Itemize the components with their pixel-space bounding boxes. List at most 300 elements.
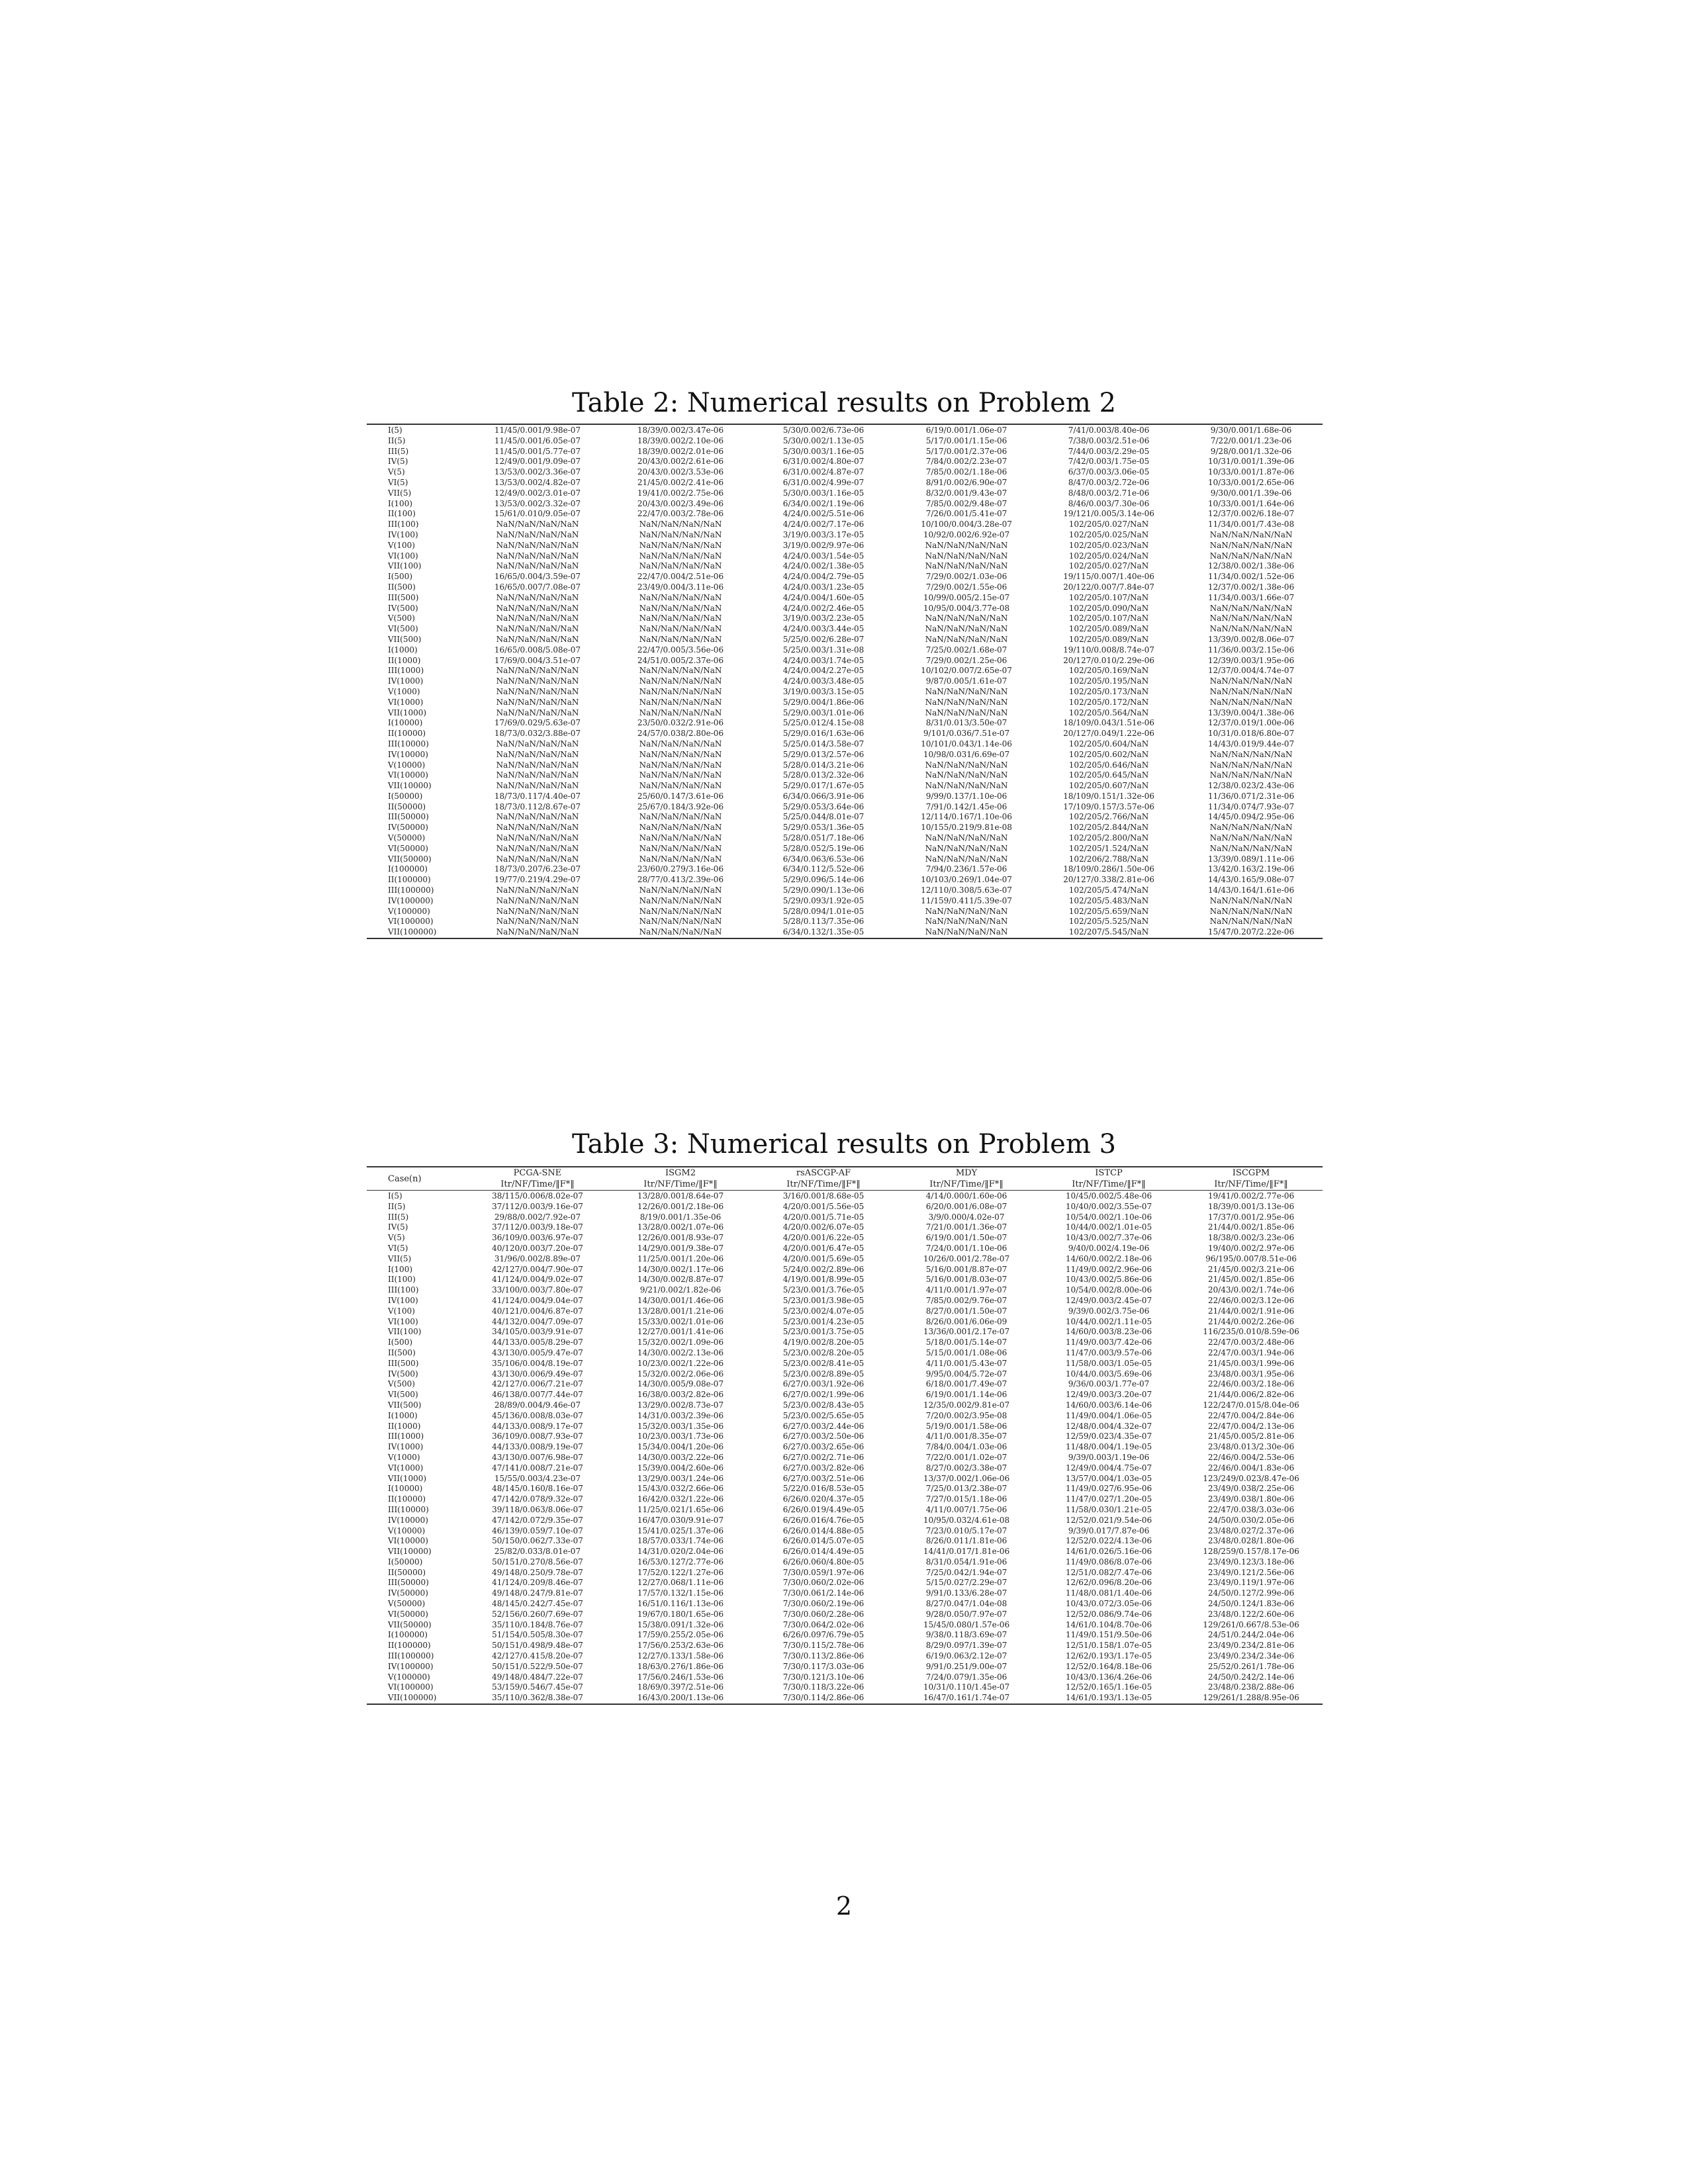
- result-cell: 6/19/0.001/1.06e-07: [925, 426, 1008, 435]
- case-cell: V(10000): [388, 1525, 426, 1535]
- table-row: [367, 770, 1323, 781]
- result-cell: 45/136/0.008/8.03e-07: [492, 1410, 583, 1420]
- result-cell: NaN/NaN/NaN/NaN: [925, 624, 1008, 634]
- table-row: [367, 1390, 1323, 1400]
- result-cell: 20/43/0.002/3.53e-06: [637, 467, 724, 477]
- result-cell: 102/206/2.788/NaN: [1068, 854, 1149, 864]
- result-cell: 20/127/0.338/2.81e-06: [1063, 875, 1154, 885]
- result-cell: 4/24/0.003/1.74e-05: [782, 655, 865, 665]
- result-cell: 7/25/0.042/1.94e-07: [925, 1567, 1008, 1577]
- result-cell: 102/205/0.089/NaN: [1068, 624, 1149, 634]
- result-cell: 50/150/0.062/7.33e-07: [492, 1536, 583, 1546]
- result-cell: 5/29/0.053/1.36e-05: [782, 823, 865, 833]
- result-cell: 8/46/0.003/7.30e-06: [1068, 498, 1150, 508]
- result-cell: 5/23/0.002/8.89e-05: [782, 1369, 865, 1379]
- result-cell: 7/38/0.003/2.51e-06: [1068, 435, 1150, 445]
- table-row: [367, 1474, 1323, 1484]
- result-cell: NaN/NaN/NaN/NaN: [639, 812, 722, 822]
- result-cell: 10/31/0.110/1.45e-07: [923, 1682, 1010, 1692]
- result-cell: 7/26/0.001/5.41e-07: [925, 509, 1008, 519]
- result-cell: 22/46/0.003/2.18e-06: [1207, 1379, 1295, 1389]
- result-cell: 5/29/0.003/1.01e-06: [782, 707, 865, 717]
- result-cell: 13/28/0.001/1.21e-06: [637, 1306, 724, 1316]
- result-cell: 5/28/0.013/2.32e-06: [782, 770, 865, 780]
- table-row: [367, 1296, 1323, 1306]
- result-cell: 6/20/0.001/6.08e-07: [925, 1201, 1008, 1211]
- result-cell: NaN/NaN/NaN/NaN: [639, 603, 722, 613]
- result-cell: NaN/NaN/NaN/NaN: [925, 833, 1008, 843]
- result-cell: NaN/NaN/NaN/NaN: [639, 676, 722, 686]
- result-cell: 14/31/0.020/2.04e-06: [637, 1547, 724, 1557]
- result-cell: 15/55/0.003/4.23e-07: [494, 1473, 581, 1483]
- case-cell: V(500): [388, 614, 415, 623]
- result-cell: NaN/NaN/NaN/NaN: [639, 749, 722, 759]
- result-cell: 5/23/0.001/3.98e-05: [782, 1295, 865, 1305]
- result-cell: 46/139/0.059/7.10e-07: [492, 1525, 583, 1535]
- result-cell: 5/28/0.052/5.19e-06: [782, 843, 865, 853]
- result-cell: NaN/NaN/NaN/NaN: [639, 520, 722, 529]
- table-row: [367, 467, 1323, 478]
- result-cell: 16/43/0.200/1.13e-06: [637, 1693, 724, 1703]
- table-row: [367, 1578, 1323, 1588]
- result-cell: 16/47/0.161/1.74e-07: [923, 1693, 1010, 1703]
- result-cell: 46/138/0.007/7.44e-07: [492, 1390, 583, 1400]
- result-cell: 116/235/0.010/8.59e-06: [1203, 1327, 1299, 1337]
- result-cell: 7/91/0.142/1.45e-06: [925, 801, 1008, 811]
- result-cell: 23/49/0.234/2.34e-06: [1207, 1651, 1295, 1661]
- result-cell: 5/30/0.003/1.16e-05: [782, 446, 865, 456]
- case-cell: II(500): [388, 582, 416, 592]
- result-cell: NaN/NaN/NaN/NaN: [1209, 624, 1293, 634]
- result-cell: 49/148/0.247/9.81e-07: [492, 1588, 583, 1598]
- table-row: [367, 666, 1323, 676]
- result-cell: NaN/NaN/NaN/NaN: [496, 592, 579, 602]
- result-cell: 25/82/0.033/8.01e-07: [494, 1547, 581, 1557]
- result-cell: NaN/NaN/NaN/NaN: [639, 707, 722, 717]
- table-2: [367, 424, 1323, 939]
- table-row: [367, 593, 1323, 604]
- result-cell: 4/11/0.001/8.35e-07: [925, 1432, 1008, 1441]
- result-cell: 9/39/0.017/7.87e-06: [1068, 1525, 1150, 1535]
- result-cell: 15/33/0.002/1.01e-06: [637, 1316, 724, 1326]
- result-cell: 19/115/0.007/1.40e-06: [1063, 572, 1154, 582]
- case-cell: I(1000): [388, 1410, 418, 1420]
- case-cell: II(5): [388, 1201, 406, 1211]
- table-row: [367, 729, 1323, 739]
- result-cell: NaN/NaN/NaN/NaN: [925, 614, 1008, 623]
- result-cell: 44/132/0.004/7.09e-07: [492, 1316, 583, 1326]
- result-cell: 5/23/0.002/8.43e-05: [782, 1400, 865, 1410]
- result-cell: 23/48/0.013/2.30e-06: [1207, 1442, 1295, 1452]
- result-cell: 12/37/0.004/4.74e-07: [1207, 666, 1295, 676]
- result-cell: NaN/NaN/NaN/NaN: [496, 707, 579, 717]
- result-cell: 7/30/0.114/2.86e-06: [782, 1693, 865, 1703]
- result-cell: NaN/NaN/NaN/NaN: [496, 561, 579, 571]
- result-cell: NaN/NaN/NaN/NaN: [925, 707, 1008, 717]
- result-cell: 9/40/0.002/4.19e-06: [1068, 1243, 1150, 1253]
- table-row: [367, 1432, 1323, 1442]
- case-cell: III(100000): [388, 886, 434, 895]
- table-row: [367, 541, 1323, 551]
- result-cell: 23/49/0.121/2.56e-06: [1207, 1567, 1295, 1577]
- table-row: [367, 864, 1323, 875]
- result-cell: 5/23/0.001/4.23e-05: [782, 1316, 865, 1326]
- table-row: [367, 1442, 1323, 1453]
- metric-header: Itr/NF/Time/‖F*‖: [643, 1179, 718, 1189]
- result-cell: 7/30/0.117/3.03e-06: [782, 1661, 865, 1671]
- result-cell: 24/50/0.124/1.83e-06: [1207, 1599, 1295, 1609]
- result-cell: 102/205/0.172/NaN: [1068, 697, 1149, 707]
- case-cell: I(100): [388, 498, 413, 508]
- result-cell: 15/32/0.002/1.09e-06: [637, 1338, 724, 1347]
- result-cell: 7/29/0.002/1.03e-06: [925, 572, 1008, 582]
- result-cell: 7/22/0.001/1.02e-07: [925, 1452, 1008, 1462]
- table-row: [367, 1411, 1323, 1422]
- result-cell: NaN/NaN/NaN/NaN: [639, 551, 722, 561]
- result-cell: 50/151/0.522/9.50e-07: [492, 1661, 583, 1671]
- result-cell: 102/205/0.604/NaN: [1068, 739, 1149, 749]
- result-cell: 16/65/0.007/7.08e-07: [494, 582, 581, 592]
- result-cell: 102/205/0.027/NaN: [1068, 561, 1149, 571]
- case-cell: III(500): [388, 1358, 419, 1368]
- case-cell: VI(100000): [388, 1682, 434, 1692]
- result-cell: NaN/NaN/NaN/NaN: [925, 854, 1008, 864]
- case-cell: V(100000): [388, 1672, 430, 1682]
- result-cell: 14/43/0.165/9.08e-07: [1207, 875, 1295, 885]
- table-row: [367, 802, 1323, 813]
- result-cell: 22/47/0.038/3.03e-06: [1207, 1504, 1295, 1514]
- result-cell: 17/56/0.253/2.63e-06: [637, 1641, 724, 1651]
- result-cell: 7/22/0.001/1.23e-06: [1210, 435, 1292, 445]
- table-row: [367, 604, 1323, 614]
- result-cell: 6/34/0.112/5.52e-06: [782, 864, 865, 874]
- result-cell: 12/26/0.001/2.18e-06: [637, 1201, 724, 1211]
- result-cell: 5/28/0.014/3.21e-06: [782, 760, 865, 770]
- result-cell: 12/52/0.165/1.16e-05: [1065, 1682, 1152, 1692]
- result-cell: 19/40/0.002/2.97e-06: [1207, 1243, 1295, 1253]
- table-row: [367, 530, 1323, 541]
- case-cell: VI(5): [388, 477, 408, 487]
- result-cell: 12/38/0.002/1.38e-06: [1207, 561, 1295, 571]
- result-cell: 102/205/5.483/NaN: [1068, 895, 1149, 905]
- result-cell: 41/124/0.004/9.02e-07: [492, 1275, 583, 1285]
- result-cell: 5/28/0.113/7.35e-06: [782, 917, 865, 927]
- table-row: [367, 1306, 1323, 1317]
- result-cell: 52/156/0.260/7.69e-07: [492, 1609, 583, 1619]
- table-row: [367, 1400, 1323, 1411]
- result-cell: NaN/NaN/NaN/NaN: [1209, 697, 1293, 707]
- result-cell: 4/24/0.002/2.46e-05: [782, 603, 865, 613]
- result-cell: 9/30/0.001/1.39e-06: [1210, 488, 1292, 498]
- result-cell: 11/34/0.002/1.52e-06: [1207, 572, 1295, 582]
- table-row: [367, 927, 1323, 938]
- result-cell: NaN/NaN/NaN/NaN: [639, 927, 722, 937]
- result-cell: 19/77/0.219/4.29e-07: [494, 875, 581, 885]
- case-cell: VI(500): [388, 624, 418, 634]
- table-row: [367, 1359, 1323, 1369]
- result-cell: 16/38/0.003/2.82e-06: [637, 1390, 724, 1400]
- table-row: [367, 708, 1323, 719]
- result-cell: NaN/NaN/NaN/NaN: [639, 833, 722, 843]
- case-cell: III(50000): [388, 812, 429, 822]
- result-cell: 37/112/0.003/9.16e-07: [492, 1201, 583, 1211]
- case-cell: VII(100000): [388, 1693, 437, 1703]
- table-row: [367, 1484, 1323, 1494]
- table-row: [367, 676, 1323, 687]
- result-cell: 43/130/0.006/9.49e-07: [492, 1369, 583, 1379]
- result-cell: 102/205/0.195/NaN: [1068, 676, 1149, 686]
- result-cell: 6/34/0.002/1.19e-06: [782, 498, 865, 508]
- result-cell: 38/115/0.006/8.02e-07: [492, 1191, 583, 1201]
- result-cell: 16/47/0.030/9.91e-07: [637, 1515, 724, 1525]
- result-cell: 19/110/0.008/8.74e-07: [1063, 645, 1154, 655]
- result-cell: 6/26/0.019/4.49e-05: [782, 1504, 865, 1514]
- case-cell: I(500): [388, 572, 413, 582]
- result-cell: 14/30/0.002/2.13e-06: [637, 1347, 724, 1357]
- result-cell: 20/43/0.002/3.49e-06: [637, 498, 724, 508]
- result-cell: 22/47/0.005/3.56e-06: [637, 645, 724, 655]
- result-cell: 4/24/0.004/1.60e-05: [782, 592, 865, 602]
- case-cell: III(50000): [388, 1578, 429, 1588]
- result-cell: NaN/NaN/NaN/NaN: [496, 906, 579, 916]
- result-cell: 102/205/0.025/NaN: [1068, 529, 1149, 539]
- case-cell: VI(100): [388, 1316, 418, 1326]
- result-cell: 11/48/0.081/1.40e-06: [1065, 1588, 1152, 1598]
- result-cell: 102/207/5.545/NaN: [1068, 927, 1149, 937]
- result-cell: NaN/NaN/NaN/NaN: [639, 624, 722, 634]
- result-cell: 39/118/0.063/8.06e-07: [492, 1504, 583, 1514]
- result-cell: 12/49/0.004/4.75e-07: [1065, 1463, 1152, 1473]
- result-cell: 4/24/0.002/7.17e-06: [782, 520, 865, 529]
- result-cell: 6/37/0.003/3.06e-05: [1068, 467, 1150, 477]
- result-cell: 12/49/0.003/2.45e-07: [1065, 1295, 1152, 1305]
- result-cell: 23/49/0.004/3.11e-06: [637, 582, 724, 592]
- result-cell: 10/44/0.002/1.11e-05: [1065, 1316, 1152, 1326]
- result-cell: NaN/NaN/NaN/NaN: [925, 917, 1008, 927]
- result-cell: NaN/NaN/NaN/NaN: [639, 886, 722, 895]
- result-cell: 14/45/0.094/2.95e-06: [1207, 812, 1295, 822]
- result-cell: 22/46/0.004/2.53e-06: [1207, 1452, 1295, 1462]
- result-cell: 13/28/0.001/8.64e-07: [637, 1191, 724, 1201]
- result-cell: 9/39/0.003/1.19e-06: [1068, 1452, 1150, 1462]
- result-cell: 4/20/0.002/6.07e-05: [782, 1222, 865, 1232]
- table-3-caption: Table 3: Numerical results on Problem 3: [572, 1129, 1116, 1160]
- result-cell: 7/25/0.002/1.68e-07: [925, 645, 1008, 655]
- case-cell: II(50000): [388, 801, 426, 811]
- result-cell: NaN/NaN/NaN/NaN: [496, 886, 579, 895]
- method-header: rsASCGP-AF: [796, 1168, 851, 1178]
- result-cell: 10/44/0.002/1.01e-05: [1065, 1222, 1152, 1232]
- result-cell: 23/48/0.027/2.37e-06: [1207, 1525, 1295, 1535]
- table-row: [367, 1379, 1323, 1390]
- table-row: [367, 1317, 1323, 1328]
- result-cell: 23/49/0.234/2.81e-06: [1207, 1641, 1295, 1651]
- result-cell: 4/24/0.003/3.48e-05: [782, 676, 865, 686]
- result-cell: 4/19/0.001/8.99e-05: [782, 1275, 865, 1285]
- result-cell: 12/59/0.023/4.35e-07: [1065, 1432, 1152, 1441]
- result-cell: 5/23/0.001/3.76e-05: [782, 1285, 865, 1295]
- result-cell: 15/61/0.010/9.05e-07: [494, 509, 581, 519]
- result-cell: 20/43/0.002/1.74e-06: [1207, 1285, 1295, 1295]
- case-cell: I(100): [388, 1264, 413, 1274]
- result-cell: 13/36/0.001/2.17e-07: [923, 1327, 1010, 1337]
- result-cell: 5/30/0.002/1.13e-05: [782, 435, 865, 445]
- result-cell: 102/205/2.766/NaN: [1068, 812, 1149, 822]
- result-cell: 102/205/0.564/NaN: [1068, 707, 1149, 717]
- case-cell: IV(10000): [388, 749, 428, 759]
- result-cell: 5/29/0.096/5.14e-06: [782, 875, 865, 885]
- case-cell: VII(100000): [388, 927, 437, 937]
- table-row: [367, 424, 1323, 436]
- result-cell: 47/142/0.072/9.35e-07: [492, 1515, 583, 1525]
- case-cell: I(50000): [388, 791, 423, 801]
- result-cell: NaN/NaN/NaN/NaN: [496, 833, 579, 843]
- result-cell: 22/46/0.002/3.12e-06: [1207, 1295, 1295, 1305]
- result-cell: 10/100/0.004/3.28e-07: [921, 520, 1012, 529]
- result-cell: NaN/NaN/NaN/NaN: [639, 781, 722, 791]
- case-cell: I(5): [388, 426, 402, 435]
- result-cell: 5/23/0.001/3.75e-05: [782, 1327, 865, 1337]
- result-cell: 129/261/1.288/8.95e-06: [1203, 1693, 1299, 1703]
- result-cell: 102/205/0.646/NaN: [1068, 760, 1149, 770]
- result-cell: 12/52/0.164/8.18e-06: [1065, 1661, 1152, 1671]
- result-cell: 5/29/0.053/3.64e-06: [782, 801, 865, 811]
- result-cell: 11/36/0.071/2.31e-06: [1207, 791, 1295, 801]
- result-cell: NaN/NaN/NaN/NaN: [496, 624, 579, 634]
- result-cell: 128/259/0.157/8.17e-06: [1203, 1547, 1299, 1557]
- result-cell: 28/89/0.004/9.46e-07: [494, 1400, 581, 1410]
- result-cell: 4/20/0.001/5.69e-05: [782, 1253, 865, 1263]
- result-cell: 31/96/0.002/8.89e-07: [494, 1253, 581, 1263]
- case-column-header: Case(n): [388, 1173, 422, 1184]
- table-row: [367, 792, 1323, 802]
- result-cell: 28/77/0.413/2.39e-06: [637, 875, 724, 885]
- result-cell: 7/27/0.015/1.18e-06: [925, 1494, 1008, 1504]
- result-cell: 5/29/0.004/1.86e-06: [782, 697, 865, 707]
- result-cell: 9/87/0.005/1.61e-07: [925, 676, 1008, 686]
- result-cell: 10/43/0.002/5.86e-06: [1065, 1275, 1152, 1285]
- result-cell: 6/26/0.014/4.49e-05: [782, 1547, 865, 1557]
- result-cell: NaN/NaN/NaN/NaN: [925, 634, 1008, 644]
- result-cell: 4/19/0.002/8.20e-05: [782, 1338, 865, 1347]
- metric-header: Itr/NF/Time/‖F*‖: [1072, 1179, 1146, 1189]
- table-row: [367, 844, 1323, 854]
- result-cell: 5/17/0.001/1.15e-06: [925, 435, 1008, 445]
- result-cell: 96/195/0.007/8.51e-06: [1205, 1253, 1297, 1263]
- result-cell: 9/38/0.118/3.69e-07: [925, 1630, 1008, 1640]
- result-cell: 11/45/0.001/5.77e-07: [494, 446, 581, 456]
- result-cell: 11/49/0.003/7.42e-06: [1065, 1338, 1152, 1347]
- table-row: [367, 1254, 1323, 1265]
- result-cell: 7/30/0.115/2.78e-06: [782, 1641, 865, 1651]
- result-cell: 24/51/0.005/2.37e-06: [637, 655, 724, 665]
- result-cell: 17/59/0.255/2.05e-06: [637, 1630, 724, 1640]
- result-cell: 7/29/0.002/1.55e-06: [925, 582, 1008, 592]
- result-cell: 15/41/0.025/1.37e-06: [637, 1525, 724, 1535]
- result-cell: 24/50/0.242/2.14e-06: [1207, 1672, 1295, 1682]
- result-cell: 10/95/0.004/3.77e-08: [923, 603, 1010, 613]
- case-cell: I(50000): [388, 1557, 423, 1567]
- case-cell: I(10000): [388, 1484, 423, 1494]
- case-cell: II(50000): [388, 1567, 426, 1577]
- result-cell: 11/58/0.030/1.21e-05: [1065, 1504, 1152, 1514]
- case-cell: VII(50000): [388, 854, 432, 864]
- result-cell: 10/54/0.002/8.00e-06: [1065, 1285, 1152, 1295]
- result-cell: 12/49/0.001/9.09e-07: [494, 457, 581, 467]
- table-row: [367, 561, 1323, 572]
- result-cell: 14/61/0.104/8.70e-06: [1065, 1619, 1152, 1629]
- result-cell: 13/29/0.002/8.73e-07: [637, 1400, 724, 1410]
- result-cell: 23/50/0.032/2.91e-06: [637, 718, 724, 728]
- result-cell: 18/109/0.286/1.50e-06: [1063, 864, 1154, 874]
- result-cell: NaN/NaN/NaN/NaN: [1209, 614, 1293, 623]
- table-row: [367, 1453, 1323, 1463]
- result-cell: 23/49/0.119/1.97e-06: [1207, 1578, 1295, 1588]
- case-cell: I(100000): [388, 1630, 428, 1640]
- case-cell: V(100): [388, 540, 415, 550]
- result-cell: NaN/NaN/NaN/NaN: [1209, 676, 1293, 686]
- result-cell: 21/45/0.002/2.41e-06: [637, 477, 724, 487]
- case-cell: VII(10000): [388, 781, 432, 791]
- result-cell: 23/48/0.003/1.95e-06: [1207, 1369, 1295, 1379]
- table-row: [367, 1463, 1323, 1474]
- result-cell: NaN/NaN/NaN/NaN: [639, 614, 722, 623]
- result-cell: 9/99/0.137/1.10e-06: [925, 791, 1008, 801]
- result-cell: NaN/NaN/NaN/NaN: [639, 917, 722, 927]
- result-cell: 7/30/0.060/2.02e-06: [782, 1578, 865, 1588]
- result-cell: 12/38/0.023/2.43e-06: [1207, 781, 1295, 791]
- result-cell: 5/15/0.027/2.29e-07: [925, 1578, 1008, 1588]
- result-cell: 5/19/0.001/1.58e-06: [925, 1421, 1008, 1431]
- result-cell: 123/249/0.023/8.47e-06: [1203, 1473, 1299, 1483]
- result-cell: 4/20/0.001/5.71e-05: [782, 1212, 865, 1222]
- table-row: [367, 1202, 1323, 1212]
- result-cell: NaN/NaN/NaN/NaN: [1209, 540, 1293, 550]
- result-cell: 7/84/0.004/1.03e-06: [925, 1442, 1008, 1452]
- result-cell: 12/49/0.002/3.01e-07: [494, 488, 581, 498]
- case-cell: I(500): [388, 1338, 413, 1347]
- result-cell: 36/109/0.008/7.93e-07: [492, 1432, 583, 1441]
- result-cell: NaN/NaN/NaN/NaN: [925, 561, 1008, 571]
- result-cell: NaN/NaN/NaN/NaN: [925, 770, 1008, 780]
- table-2-body: [367, 424, 1323, 938]
- table-row: [367, 698, 1323, 708]
- result-cell: 25/52/0.261/1.78e-06: [1207, 1661, 1295, 1671]
- result-cell: 12/37/0.002/6.18e-07: [1207, 509, 1295, 519]
- result-cell: 15/32/0.003/1.35e-06: [637, 1421, 724, 1431]
- result-cell: NaN/NaN/NaN/NaN: [496, 603, 579, 613]
- result-cell: 21/44/0.002/1.91e-06: [1207, 1306, 1295, 1316]
- case-cell: VII(50000): [388, 1619, 432, 1629]
- result-cell: 4/11/0.001/1.97e-07: [925, 1285, 1008, 1295]
- result-cell: 6/27/0.002/1.99e-06: [782, 1390, 865, 1400]
- result-cell: NaN/NaN/NaN/NaN: [925, 906, 1008, 916]
- result-cell: 102/205/0.090/NaN: [1068, 603, 1149, 613]
- result-cell: NaN/NaN/NaN/NaN: [496, 529, 579, 539]
- result-cell: 6/19/0.001/1.14e-06: [925, 1390, 1008, 1400]
- case-cell: IV(500): [388, 603, 418, 613]
- table-row: [367, 1494, 1323, 1505]
- result-cell: 18/73/0.032/3.88e-07: [494, 729, 581, 739]
- result-cell: 13/28/0.002/1.07e-06: [637, 1222, 724, 1232]
- result-cell: 12/37/0.002/1.38e-06: [1207, 582, 1295, 592]
- result-cell: 5/29/0.093/1.92e-05: [782, 895, 865, 905]
- result-cell: 6/26/0.020/4.37e-05: [782, 1494, 865, 1504]
- result-cell: 4/24/0.004/2.79e-05: [782, 572, 865, 582]
- table-row: [367, 1422, 1323, 1432]
- result-cell: NaN/NaN/NaN/NaN: [639, 697, 722, 707]
- result-cell: 12/51/0.158/1.07e-05: [1065, 1641, 1152, 1651]
